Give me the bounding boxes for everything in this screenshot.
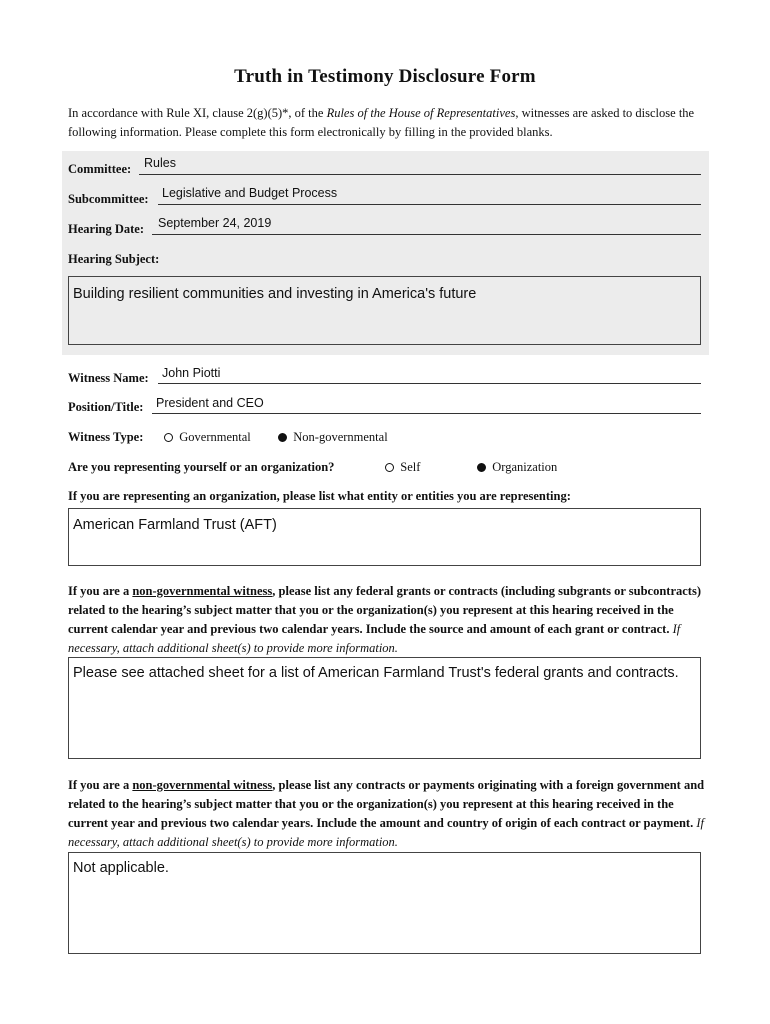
radio-governmental-label: Governmental [179,430,251,444]
radio-governmental[interactable] [164,430,251,445]
radio-filled-icon[interactable] [477,463,486,472]
witness-type-label: Witness Type: [68,430,144,444]
grants-field[interactable]: Please see attached sheet for a list of American Farmland Trust's federal grants and contracts. [68,657,701,759]
witness-name-underline [158,382,701,384]
radio-empty-icon[interactable] [164,433,173,442]
intro-paragraph [68,104,708,141]
intro-text-after: , witnesses are asked to disclose the following information. Please complete this form electronically by filling in the provided blanks. [68,106,695,139]
grants-prefix: If you are a [68,584,133,598]
committee-field[interactable]: Rules [144,156,176,170]
hearing-date-underline [152,233,701,235]
grants-body: , please list any federal grants or contracts (including subgrants or subcontracts) related to the hearing’s subject matter that you or the organization(s) you represent at this hearing received in the current calendar year and previous two calendar years. Include the source and amount of each grant or contract. [68,584,701,636]
grants-prompt [68,582,708,658]
radio-organization-label: Organization [492,460,558,474]
foreign-note: If necessary, attach additional sheet(s) to provide more information. [68,816,704,849]
subcommittee-label: Subcommittee: [68,192,149,206]
entity-prompt: If you are representing an organization, please list what entity or entities you are representing: [68,489,571,503]
foreign-field[interactable]: Not applicable. [68,852,701,954]
intro-rules-title: Rules of the House of Representatives [326,106,516,120]
subcommittee-field[interactable]: Legislative and Budget Process [162,186,338,200]
radio-self[interactable] [385,460,420,475]
radio-self-label: Self [400,460,421,474]
hearing-date-field[interactable]: September 24, 2019 [158,216,272,230]
committee-label: Committee: [68,162,132,176]
radio-non-governmental-label: Non-governmental [293,430,388,444]
foreign-prompt [68,776,708,852]
grants-underlined: non-governmental witness [132,584,273,598]
foreign-prefix: If you are a [68,778,133,792]
intro-text-before: In accordance with Rule XI, clause 2(g)(5)*, of the [68,106,327,120]
foreign-underlined: non-governmental witness [132,778,273,792]
radio-non-governmental[interactable] [278,430,388,445]
entity-field[interactable]: American Farmland Trust (AFT) [68,508,701,566]
form-title: Truth in Testimony Disclosure Form [234,66,536,87]
subcommittee-underline [158,203,701,205]
foreign-body: , please list any contracts or payments originating with a foreign government and related to the hearing’s subject matter that you or the organization(s) you represent at this hearing received in the current year and previous two calendar years. Include the amount and country of origin of each contract or payment. [68,778,705,830]
grants-note: If necessary, attach additional sheet(s) to provide more information. [68,622,681,655]
witness-name-label: Witness Name: [68,371,149,385]
witness-name-field[interactable]: John Piotti [162,366,221,380]
position-label: Position/Title: [68,400,144,414]
radio-filled-icon[interactable] [278,433,287,442]
hearing-date-label: Hearing Date: [68,222,145,236]
radio-organization[interactable] [477,460,557,475]
hearing-subject-field[interactable]: Building resilient communities and investing in America's future [68,276,701,345]
committee-underline [139,173,701,175]
position-field[interactable]: President and CEO [156,396,264,410]
radio-empty-icon[interactable] [385,463,394,472]
position-underline [152,412,701,414]
hearing-subject-label: Hearing Subject: [68,252,160,266]
representing-label: Are you representing yourself or an organization? [68,460,335,474]
